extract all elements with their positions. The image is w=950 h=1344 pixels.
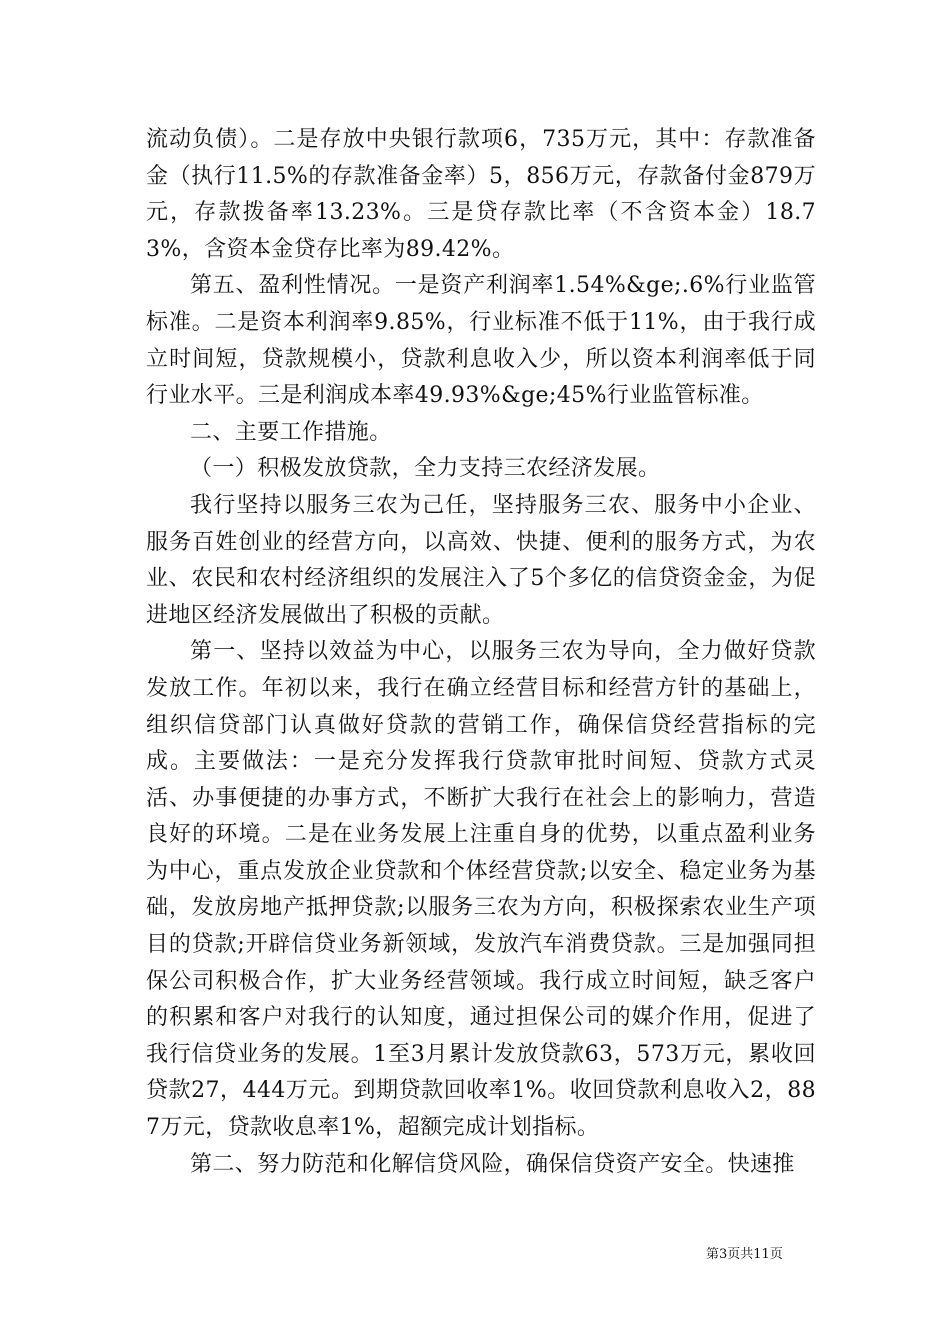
page-number: 第3页共11页 [706, 1247, 783, 1262]
paragraph-6: 第一、坚持以效益为中心，以服务三农为导向，全力做好贷款发放工作。年初以来，我行在确立经营目标和经营方针的基础上，组织信贷部门认真做好贷款的营销工作，确保信贷经营指标的完成。主要做法：一是充分发挥我行贷款审批时间短、贷款方式灵活、办事便捷的办事方式，不断扩大我行在社会上的影响力，营造良好的环境。二是在业务发展上注重自身的优势，以重点盈利业务为中心，重点发放企业贷款和个体经营贷款;以安全、稳定业务为基础，发放房地产抵押贷款;以服务三农为方向，积极探索农业生产项目的贷款;开辟信贷业务新领域，发放汽车消费贷款。三是加强同担保公司积极合作，扩大业务经营领域。我行成立时间短，缺乏客户的积累和客户对我行的认知度，通过担保公司的媒介作用，促进了我行信贷业务的发展。1至3月累计发放贷款63，573万元，累收回贷款27，444万元。到期贷款回收率1%。收回贷款利息收入2，887万元，贷款收息率1%，超额完成计划指标。 [146, 639, 816, 1141]
paragraph-1: 流动负债）。二是存放中央银行款项6，735万元，其中：存款准备金（执行11.5%的存款准备金率）5，856万元，存款备付金879万元，存款拨备率13.23%。三是贷存款比率（不含资本金）18.73%，含资本金贷存比率为89.42%。 [146, 127, 816, 262]
paragraph-5: 我行坚持以服务三农为己任，坚持服务三农、服务中小企业、服务百姓创业的经营方向，以高效、快捷、便利的服务方式，为农业、农民和农村经济组织的发展注入了5个多亿的信贷资金金，为促进地区经济发展做出了积极的贡献。 [146, 492, 816, 628]
paragraph-4: （一）积极发放贷款，全力支持三农经济发展。 [190, 456, 661, 482]
document-body [146, 122, 816, 1183]
paragraph-3: 二、主要工作措施。 [190, 419, 392, 445]
paragraph-2: 第五、盈利性情况。一是资产利润率1.54%&ge;.6%行业监管标准。二是资本利润率9.85%，行业标准不低于11%，由于我行成立时间短，贷款规模小，贷款利息收入少，所以资本利润率低于同行业水平。三是利润成本率49.93%&ge;45%行业监管标准。 [146, 273, 816, 409]
paragraph-7: 第二、努力防范和化解信贷风险，确保信贷资产安全。快速推 [190, 1151, 795, 1177]
